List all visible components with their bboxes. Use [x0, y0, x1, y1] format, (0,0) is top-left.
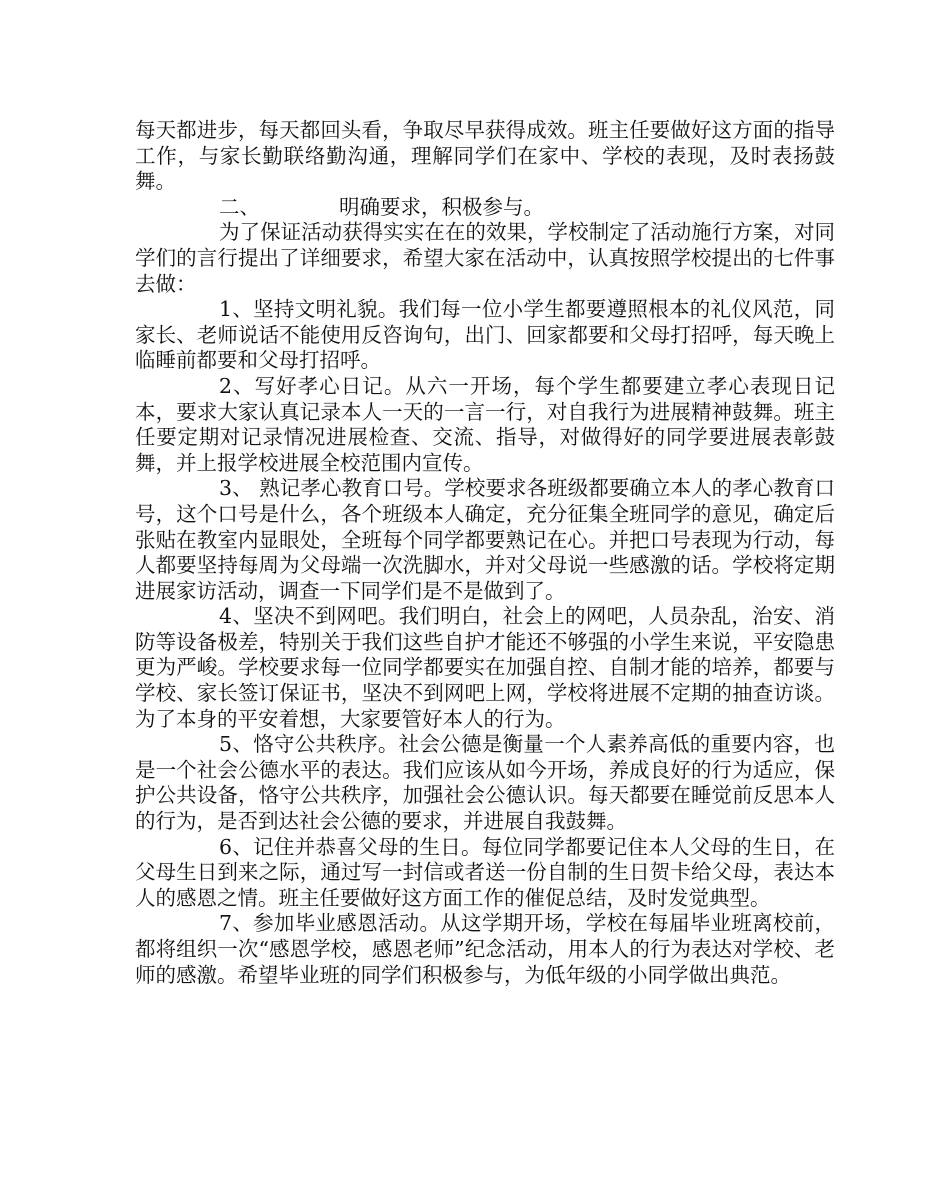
list-item: 4、坚决不到网吧。我们明白，社会上的网吧，人员杂乱，治安、消防等设备极差，特别关于我们这些自护才能还不够强的小学生来说，平安隐患更为严峻。学校要求每一位同学都要实在加强自控、自制才能的培养，都要与学校、家长签订保证书，坚决不到网吧上网，学校将进展不定期的抽查访谈。为了本身的平安着想，大家要管好本人的行为。 — [135, 604, 835, 731]
section-intro-paragraph: 为了保证活动获得实实在在的效果，学校制定了活动施行方案，对同学们的言行提出了详细要求，希望大家在活动中，认真按照学校提出的七件事去做： — [135, 220, 835, 296]
list-item: 3、 熟记孝心教育口号。学校要求各班级都要确立本人的孝心教育口号，这个口号是什么，各个班级本人确定，充分征集全班同学的意见，确定后张贴在教室内显眼处，全班每个同学都要熟记在心。并把口号表现为行动，每人都要坚持每周为父母端一次洗脚水，并对父母说一些感激的话。学校将定期进展家访活动，调查一下同学们是不是做到了。 — [135, 476, 835, 603]
list-item: 5、恪守公共秩序。社会公德是衡量一个人素养高低的重要内容，也是一个社会公德水平的表达。我们应该从如今开场，养成良好的行为适应，保护公共设备，恪守公共秩序，加强社会公德认识。每天都要在睡觉前反思本人的行为，是否到达社会公德的要求，并进展自我鼓舞。 — [135, 732, 835, 834]
list-item: 7、参加毕业感恩活动。从这学期开场，学校在每届毕业班离校前，都将组织一次“感恩学校，感恩老师”纪念活动，用本人的行为表达对学校、老师的感激。希望毕业班的同学们积极参与，为低年级的小同学做出典范。 — [135, 911, 835, 987]
section-title: 明确要求，积极参与。 — [339, 194, 544, 219]
document-page — [135, 118, 835, 988]
section-heading — [135, 195, 835, 221]
list-item: 2、写好孝心日记。从六一开场，每个学生都要建立孝心表现日记本，要求大家认真记录本人一天的一言一行，对自我行为进展精神鼓舞。班主任要定期对记录情况进展检查、交流、指导，对做得好的同学要进展表彰鼓舞，并上报学校进展全校范围内宣传。 — [135, 373, 835, 475]
list-item: 6、记住并恭喜父母的生日。每位同学都要记住本人父母的生日，在父母生日到来之际，通过写一封信或者送一份自制的生日贺卡给父母，表达本人的感恩之情。班主任要做好这方面工作的催促总结，及时发觉典型。 — [135, 834, 835, 910]
list-item: 1、坚持文明礼貌。我们每一位小学生都要遵照根本的礼仪风范，同家长、老师说话不能使用反咨询句，出门、回家都要和父母打招呼，每天晚上临睡前都要和父母打招呼。 — [135, 297, 835, 373]
section-number: 二、 — [219, 194, 260, 219]
intro-paragraph: 每天都进步，每天都回头看，争取尽早获得成效。班主任要做好这方面的指导工作，与家长勤联络勤沟通，理解同学们在家中、学校的表现，及时表扬鼓舞。 — [135, 118, 835, 194]
